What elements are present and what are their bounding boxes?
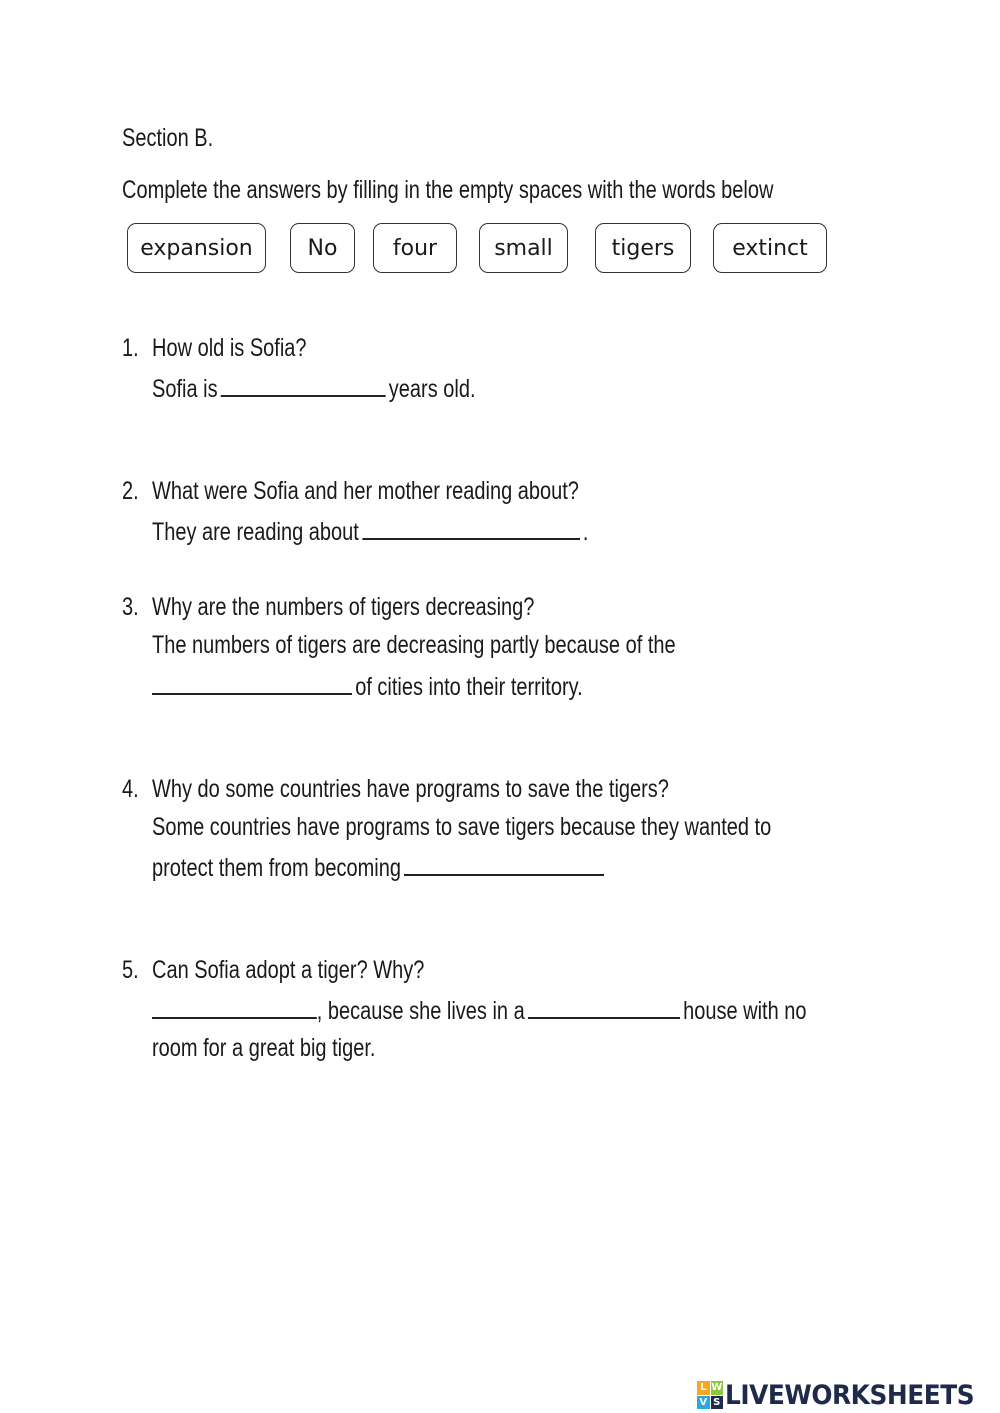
question-number: 3. [122, 593, 139, 621]
answer-text: . [582, 518, 589, 546]
logo-letter: S [711, 1396, 724, 1410]
question-text: How old is Sofia? [152, 334, 307, 362]
question-number: 5. [122, 956, 139, 984]
answer-blank[interactable] [404, 854, 604, 876]
word-no[interactable]: No [290, 223, 355, 273]
logo-letter: V [697, 1396, 710, 1410]
answer-line [152, 375, 476, 402]
answer-text: years old. [388, 375, 476, 403]
answer-blank[interactable] [221, 375, 386, 397]
answer-blank[interactable] [528, 997, 680, 1019]
question-number: 1. [122, 334, 139, 362]
answer-line: Some countries have programs to save tigers because they wanted to [152, 813, 772, 841]
question-text: Why are the numbers of tigers decreasing? [152, 593, 535, 621]
question-text: Why do some countries have programs to save the tigers? [152, 775, 669, 803]
answer-line: The numbers of tigers are decreasing partly because of the [152, 631, 676, 659]
word-small[interactable]: small [479, 223, 568, 273]
logo-mark-icon [697, 1381, 723, 1409]
answer-text: of cities into their territory. [355, 673, 583, 701]
question-number: 4. [122, 775, 139, 803]
answer-text: protect them from becoming [152, 854, 401, 882]
answer-line [152, 854, 607, 881]
word-tigers[interactable]: tigers [595, 223, 691, 273]
answer-blank[interactable] [152, 997, 317, 1019]
logo-letter: W [711, 1382, 723, 1393]
answer-blank[interactable] [362, 518, 580, 540]
answer-line [152, 673, 583, 700]
question-text: What were Sofia and her mother reading about? [152, 477, 579, 505]
logo-letter: L [697, 1381, 710, 1395]
word-expansion[interactable]: expansion [127, 223, 266, 273]
word-extinct[interactable]: extinct [713, 223, 827, 273]
answer-text: Sofia is [152, 375, 218, 403]
question-number: 2. [122, 477, 139, 505]
answer-line [152, 997, 807, 1024]
liveworksheets-logo [697, 1378, 996, 1412]
section-title: Section B. [122, 124, 214, 152]
instructions: Complete the answers by filling in the empty spaces with the words below [122, 176, 774, 204]
answer-text: house with no [683, 997, 807, 1025]
answer-text: , because she lives in a [316, 997, 525, 1025]
answer-blank[interactable] [152, 673, 352, 695]
answer-line [152, 518, 588, 545]
answer-line: room for a great big tiger. [152, 1034, 376, 1062]
logo-text: LIVEWORKSHEETS [725, 1379, 975, 1411]
question-text: Can Sofia adopt a tiger? Why? [152, 956, 425, 984]
answer-text: They are reading about [152, 518, 359, 546]
word-four[interactable]: four [373, 223, 457, 273]
